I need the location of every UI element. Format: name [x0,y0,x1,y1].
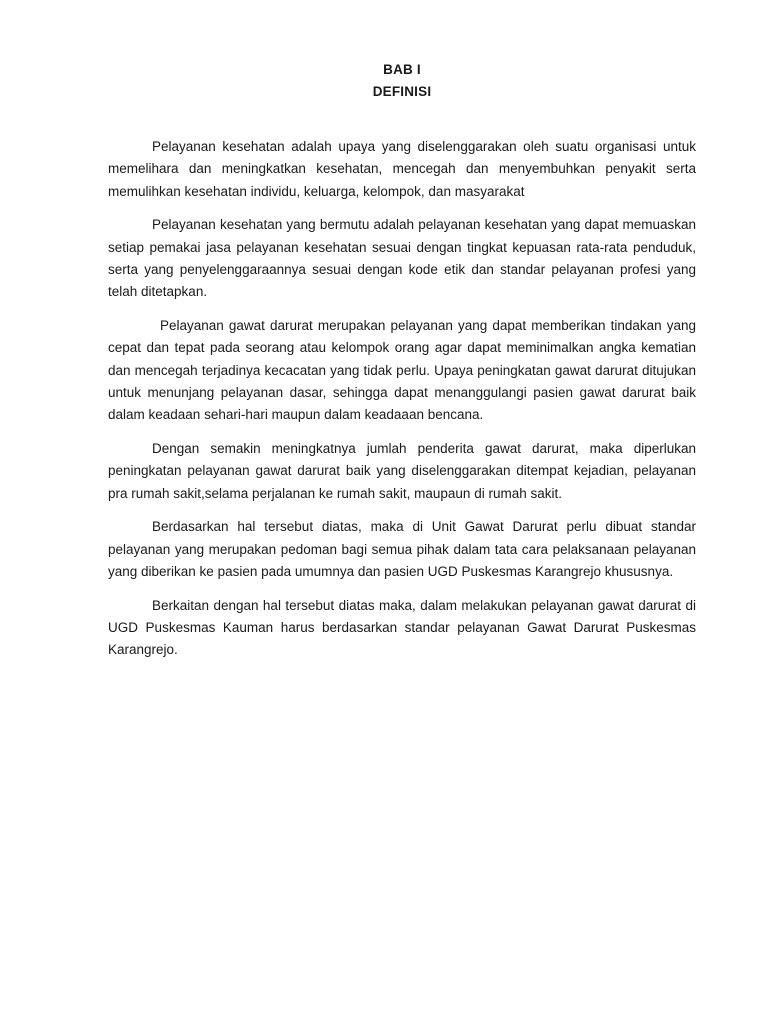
paragraph-6: Berkaitan dengan hal tersebut diatas maka, dalam melakukan pelayanan gawat darurat di UGD Puskesmas Kauman harus berdasarkan standar pelayanan Gawat Darurat Puskesmas Karangrejo. [108,597,696,658]
chapter-title: DEFINISI [372,84,432,99]
paragraph-2: Pelayanan kesehatan yang bermutu adalah pelayanan kesehatan yang dapat memuaskan setiap pemakai jasa pelayanan kesehatan sesuai dengan tingkat kepuasan rata-rata penduduk, serta yang penyelenggaraannya sesuai dengan kode etik dan standar pelayanan profesi yang telah ditetapkan. [108,217,696,300]
paragraph-3: Pelayanan gawat darurat merupakan pelayanan yang dapat memberikan tindakan yang cepat dan tepat pada seorang atau kelompok orang agar dapat meminimalkan angka kematian dan mencegah terjadinya kecacatan yang tidak perlu. Upaya peningkatan gawat darurat ditujukan untuk menunjang pelayanan dasar, sehingga dapat menanggulangi pasien gawat darurat baik dalam keadaan sehari-hari maupun dalam keadaaan bencana. [108,318,696,423]
document-body [108,136,696,673]
paragraph-4: Dengan semakin meningkatnya jumlah penderita gawat darurat, maka diperlukan peningkatan pelayanan gawat darurat baik yang diselenggarakan ditempat kejadian, pelayanan pra rumah sakit,selama perjalanan ke rumah sakit, maupaun di rumah sakit. [108,441,696,501]
chapter-heading: BAB I [383,62,421,77]
paragraph-5: Berdasarkan hal tersebut diatas, maka di Unit Gawat Darurat perlu dibuat standar pelayanan yang merupakan pedoman bagi semua pihak dalam tata cara pelaksanaan pelayanan yang diberikan ke pasien pada umumnya dan pasien UGD Puskesmas Karangrejo khususnya. [108,519,696,580]
paragraph-1: Pelayanan kesehatan adalah upaya yang diselenggarakan oleh suatu organisasi untuk memelihara dan meningkatkan kesehatan, mencegah dan menyembuhkan penyakit serta memulihkan kesehatan individu, keluarga, kelompok, dan masyarakat [108,139,696,199]
